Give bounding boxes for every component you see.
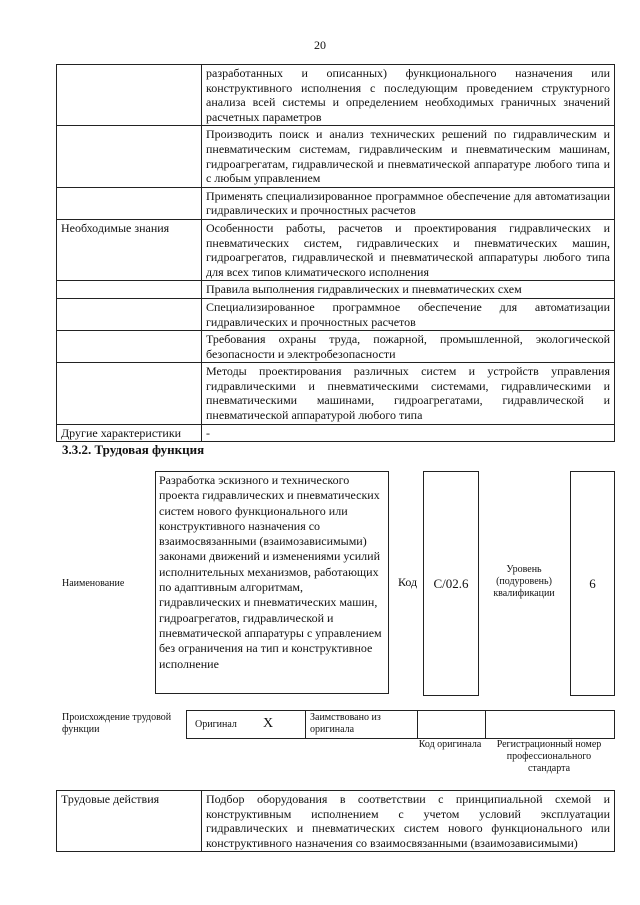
table-row bbox=[57, 65, 615, 126]
row-text: Требования охраны труда, пожарной, промышленной, экологической безопасности и электробезопасности bbox=[202, 331, 615, 363]
reg-number-caption: Регистрационный номер профессионального стандарта bbox=[496, 739, 602, 774]
table-row bbox=[57, 219, 615, 280]
row-label: Другие характеристики bbox=[57, 424, 202, 442]
row-label bbox=[57, 298, 202, 330]
row-text: Правила выполнения гидравлических и пневматических схем bbox=[202, 281, 615, 299]
row-text: Производить поиск и анализ технических решений по гидравлическим и пневматическим системам, гидравлическим и пневматическим машинам, гидроагрегатам, гидравлической и пневматической аппаратуре любого типа и с любым управлением bbox=[202, 126, 615, 187]
code-label: Код bbox=[398, 575, 418, 589]
function-name-box: Разработка эскизного и технического проекта гидравлических и пневматических систем нового функционального или конструктивного назначения со взаимосвязанными (взаимозависимыми) законами движений и изменениями усилий исполнительных механизмов, работающих по адаптивным алгоритмам, гидравлических и пневматических машин, гидроагрегатов, гидравлической и пневматической аппаратуры с управлением без ограничения на тип и конструктивное исполнение bbox=[155, 471, 389, 694]
actions-text: Подбор оборудования в соответствии с принципиальной схемой и конструктивным исполнением с учетом условий эксплуатации гидравлических и пневматических систем нового функционального или конструктивного назначения со взаимосвязанными (взаимозависимыми) bbox=[202, 791, 615, 852]
table-row bbox=[57, 424, 615, 442]
original-label: Оригинал bbox=[195, 719, 237, 730]
row-label bbox=[57, 187, 202, 219]
table-row bbox=[57, 126, 615, 187]
code-original-cell bbox=[418, 711, 486, 738]
table-row bbox=[57, 331, 615, 363]
name-label: Наименование bbox=[62, 578, 125, 589]
actions-label: Трудовые действия bbox=[57, 791, 202, 852]
original-mark: X bbox=[263, 716, 274, 731]
row-label bbox=[57, 331, 202, 363]
row-text: Особенности работы, расчетов и проектирования гидравлических и пневматических систем, гидравлических и пневматических машин, гидроагрегатов, гидравлической и пневматической аппаратуры любого типа для всех типов климатического исполнения bbox=[202, 219, 615, 280]
table-row bbox=[57, 363, 615, 424]
row-text: Методы проектирования различных систем и устройств управления гидравлическими и пневматическими системами, гидравлическими и пневматическими машинами, гидроагрегатами, гидравлической и пневматической аппаратурой любого типа bbox=[202, 363, 615, 424]
code-value: C/02.6 bbox=[433, 576, 469, 591]
table-row bbox=[57, 791, 615, 852]
page-number: 20 bbox=[314, 38, 326, 52]
table-row bbox=[57, 298, 615, 330]
original-cell bbox=[187, 711, 306, 738]
origin-label: Происхождение трудовой функции bbox=[62, 712, 172, 735]
row-text: Применять специализированное программное обеспечение для автоматизации гидравлических и прочностных расчетов bbox=[202, 187, 615, 219]
skills-knowledge-table bbox=[56, 64, 615, 442]
row-label bbox=[57, 126, 202, 187]
table-row bbox=[57, 187, 615, 219]
code-box bbox=[423, 471, 479, 696]
row-text: Специализированное программное обеспечение для автоматизации гидравлических и прочностных расчетов bbox=[202, 298, 615, 330]
borrowed-label: Заимствовано из оригинала bbox=[310, 712, 381, 735]
table-row bbox=[57, 281, 615, 299]
row-text: разработанных и описанных) функционального назначения или конструктивного исполнения с последующим проведением структурного анализа всей системы и определением необходимых граничных значений расчетных параметров bbox=[202, 65, 615, 126]
borrowed-cell bbox=[306, 711, 418, 738]
code-original-caption: Код оригинала bbox=[418, 739, 482, 750]
row-label bbox=[57, 363, 202, 424]
row-label bbox=[57, 65, 202, 126]
level-box bbox=[570, 471, 615, 696]
row-label bbox=[57, 281, 202, 299]
origin-row bbox=[186, 710, 615, 739]
level-label: Уровень (подуровень) квалификации bbox=[493, 564, 555, 599]
row-label: Необходимые знания bbox=[57, 219, 202, 280]
actions-table bbox=[56, 790, 615, 852]
row-text: - bbox=[202, 424, 615, 442]
reg-number-cell bbox=[486, 711, 614, 738]
section-heading: 3.3.2. Трудовая функция bbox=[62, 442, 205, 457]
level-value: 6 bbox=[589, 576, 596, 591]
